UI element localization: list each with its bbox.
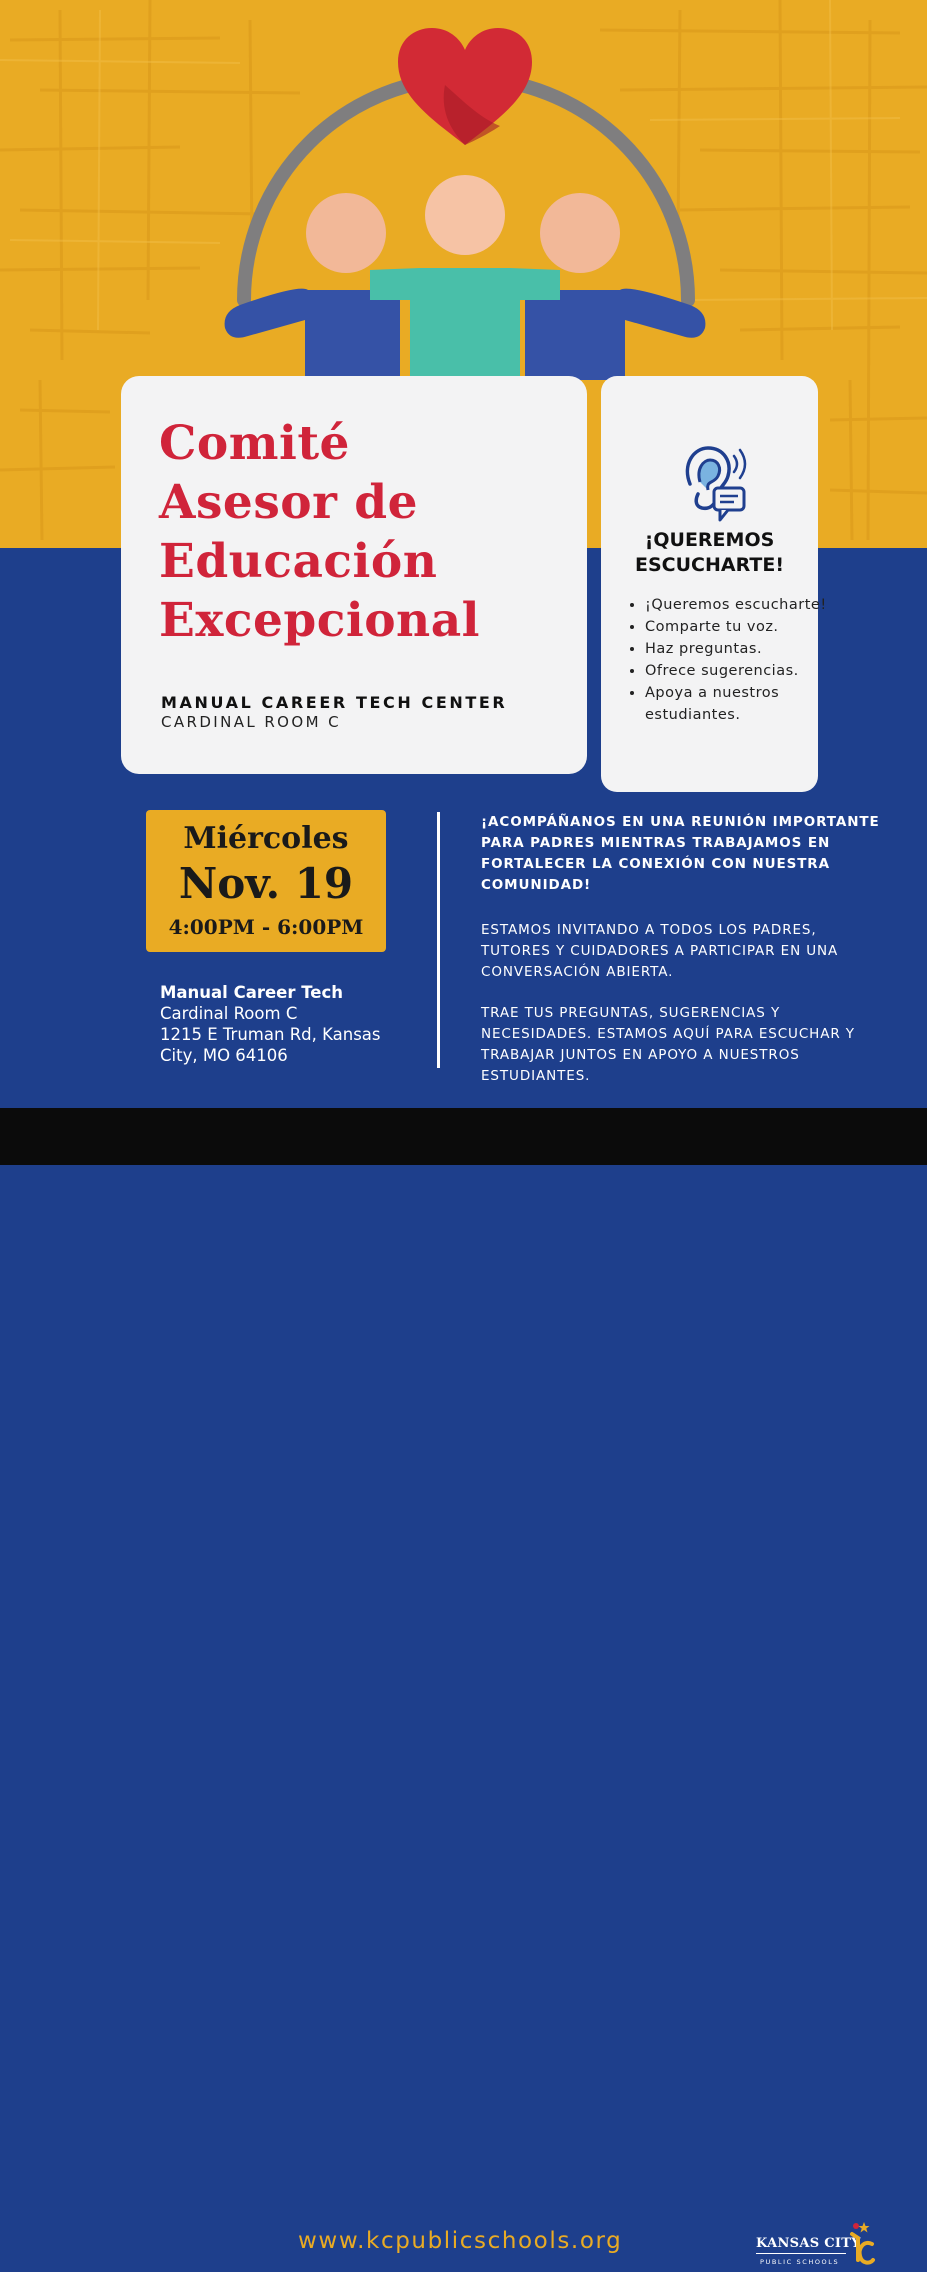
list-item: • Haz preguntas. [645,638,835,660]
event-address [160,982,420,1066]
title-card [121,376,587,774]
event-time: 4:00PM - 6:00PM [168,915,364,939]
event-description [481,812,891,1107]
heart-icon [398,28,532,145]
description-headline: ¡ACOMPÁÑANOS EN UNA REUNIÓN IMPORTANTE PARA PADRES MIENTRAS TRABAJAMOS EN FORTALECER LA CONEXIÓN CON NUESTRA COMUNIDAD! [481,814,880,893]
address-line-3: City, MO 64106 [160,1046,288,1065]
website-link[interactable]: www.kcpublicschools.org [298,2228,623,2254]
list-item: • Apoya a nuestros estudiantes. [645,682,835,726]
chat-bubble-icon [714,488,744,520]
list-item: • ¡Queremos escucharte! [645,594,835,616]
heading-line-1: ¡QUEREMOS [644,529,775,551]
kcps-logo-mark [846,2220,876,2272]
listening-heading [601,528,818,578]
venue-name: MANUAL CAREER TECH CENTER [161,693,508,712]
title-line-3: Educación [159,534,438,589]
heading-line-2: ESCUCHARTE! [635,554,784,576]
footer-bottom-strip [0,1165,927,1200]
listening-list [623,594,835,726]
venue-room: CARDINAL ROOM C [161,713,341,731]
listening-card [601,376,827,792]
kcps-logo[interactable] [750,2220,880,2270]
address-line-2: 1215 E Truman Rd, Kansas [160,1025,381,1044]
date-box [146,810,386,952]
list-item: • Comparte tu voz. [645,616,835,638]
list-item: • Ofrece sugerencias. [645,660,835,682]
address-line-1: Cardinal Room C [160,1004,298,1023]
ear-listening-icon [676,444,756,526]
logo-divider [756,2253,846,2254]
event-title [159,414,579,650]
description-paragraph-2: TRAE TUS PREGUNTAS, SUGERENCIAS Y NECESIDADES. ESTAMOS AQUÍ PARA ESCUCHAR Y TRABAJAR JUNTOS EN APOYO A NUESTROS ESTUDIANTES. [481,1005,855,1084]
logo-text-top: KANSAS CITY [756,2236,861,2251]
title-line-1: Comité [159,416,350,471]
vertical-divider [437,812,440,1068]
title-line-2: Asesor de [159,475,419,530]
event-date: Nov. 19 [178,859,354,908]
footer-bar [0,1108,927,2266]
event-day: Miércoles [183,821,349,856]
address-name: Manual Career Tech [160,983,344,1002]
logo-text-bottom: PUBLIC SCHOOLS [760,2258,840,2266]
community-illustration [0,0,927,420]
title-line-4: Excepcional [159,593,481,648]
description-paragraph-1: ESTAMOS INVITANDO A TODOS LOS PADRES, TUTORES Y CUIDADORES A PARTICIPAR EN UNA CONVERSACIÓN ABIERTA. [481,922,839,980]
